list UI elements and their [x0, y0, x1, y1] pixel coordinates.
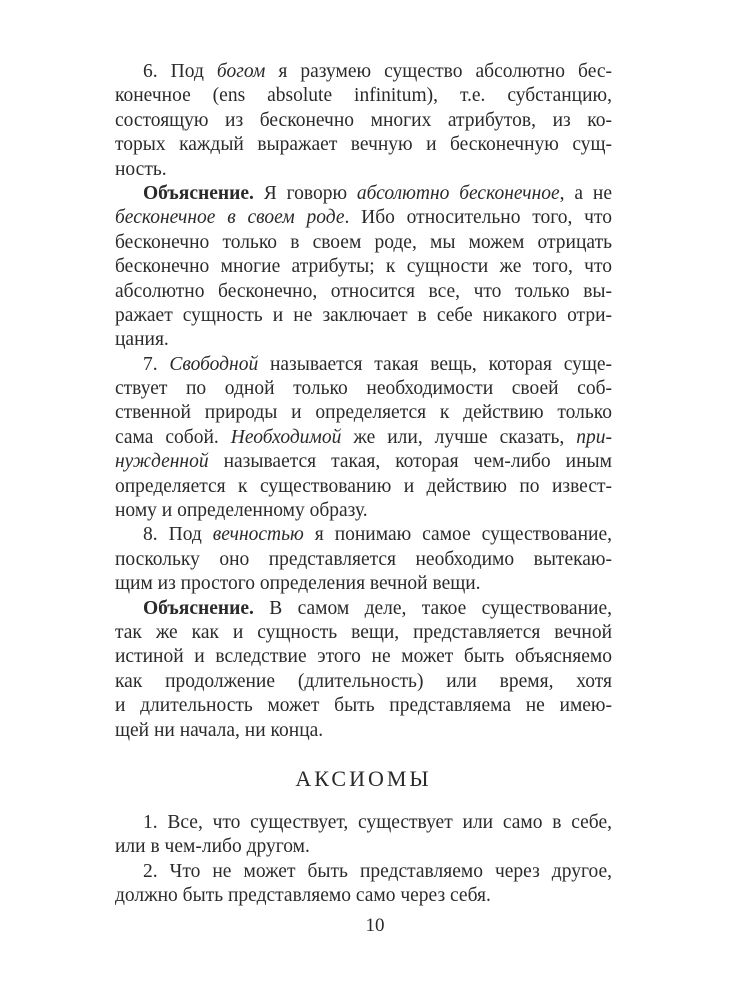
explanation-8: [115, 597, 612, 743]
explanation-6: [115, 182, 612, 353]
text-line: щей ни начала, ни конца.: [115, 719, 324, 741]
text-line: сама собой. Необходимой же или, лучше сказать, при-: [115, 426, 612, 448]
text-line: поскольку оно представляется необходимо вытекаю-: [115, 548, 612, 570]
text-line: ствует по одной только необходимости своей соб-: [115, 378, 612, 400]
page-body: [115, 60, 612, 909]
text-line: состоящую из бесконечно многих атрибутов, из ко-: [115, 109, 612, 131]
text-line: бесконечно многие атрибуты; к сущности же того, что: [115, 256, 612, 278]
text-line: и длительность может быть представляема не имею-: [115, 695, 612, 717]
text-line: или в чем-либо другом.: [115, 836, 310, 858]
page-number: 10: [365, 915, 385, 936]
text-line: абсолютно бесконечно, относится все, что только вы-: [115, 280, 612, 302]
text-line: определяется к существованию и действию по извест-: [115, 475, 612, 497]
text-line: 7. Свободной называется такая вещь, которая суще-: [143, 353, 613, 375]
text-line: как продолжение (длительность) или время, хотя: [115, 670, 612, 692]
text-line: ность.: [115, 158, 167, 180]
text-line: 8. Под вечностью я понимаю самое существование,: [143, 524, 612, 546]
text-line: бесконечное в своем роде. Ибо относительно того, что: [115, 207, 612, 229]
text-line: цания.: [115, 329, 169, 351]
text-line: 1. Все, что существует, существует или само в себе,: [143, 811, 612, 833]
text-line: 2. Что не может быть представляемо через другое,: [143, 860, 612, 882]
text-line: ному и определенному образу.: [115, 500, 368, 522]
axiom-2: [115, 860, 612, 909]
text-line: истиной и вследствие этого не может быть объясняемо: [115, 646, 612, 668]
text-line: ражает сущность и не заключает в себе никакого отри-: [115, 304, 612, 326]
text-line: так же как и сущность вещи, представляется вечной: [115, 621, 612, 643]
text-line: Объяснение. Я говорю абсолютно бесконечное, а не: [143, 182, 612, 204]
text-line: конечное (ens absolute infinitum), т.е. субстанцию,: [115, 85, 612, 107]
definition-7: [115, 353, 612, 524]
text-line: щим из простого определения вечной вещи.: [115, 573, 481, 595]
text-line: бесконечно только в своем роде, мы можем отрицать: [115, 231, 612, 253]
text-line: должно быть представляемо само через себя.: [115, 885, 491, 907]
text-line: торых каждый выражает вечную и бесконечную сущ-: [115, 134, 612, 156]
axiom-1: [115, 811, 612, 860]
text-line: Объяснение. В самом деле, такое существование,: [143, 597, 612, 619]
definition-6: [115, 60, 612, 182]
section-heading: АКСИОМЫ: [295, 765, 432, 791]
text-line: ственной природы и определяется к действию только: [115, 402, 612, 424]
text-line: нужденной называется такая, которая чем-либо иным: [115, 451, 612, 473]
text-line: 6. Под богом я разумею существо абсолютно бес-: [143, 61, 612, 82]
definition-8: [115, 523, 612, 596]
